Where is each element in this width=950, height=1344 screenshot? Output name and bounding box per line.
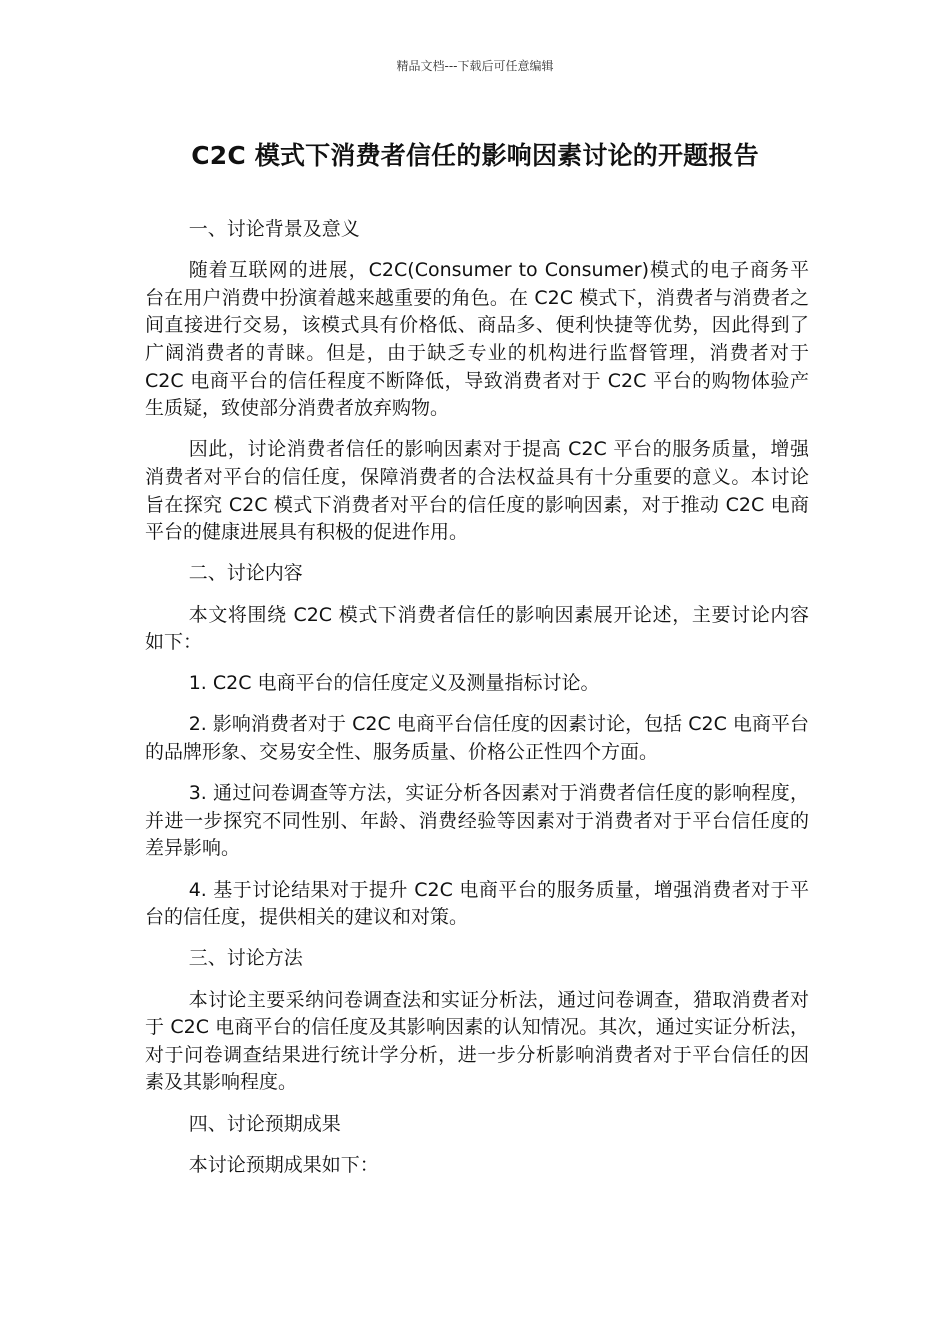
- header-note: 精品文档---下载后可任意编辑: [396, 59, 554, 73]
- section-heading-methods: 三、讨论方法: [188, 947, 303, 970]
- paragraph-content-intro: 本文将围绕 C2C 模式下消费者信任的影响因素展开论述，主要讨论内容如下：: [145, 603, 809, 654]
- paragraph-outcomes-intro: 本讨论预期成果如下：: [188, 1153, 379, 1176]
- document-body: [145, 216, 809, 1193]
- section-heading-background: 一、讨论背景及意义: [188, 218, 360, 240]
- list-item-content-3: 3. 通过问卷调查等方法，实证分析各因素对于消费者信任度的影响程度，并进一步探究不同性别、年龄、消费经验等因素对于消费者对于平台信任度的差异影响。: [145, 782, 809, 860]
- section-heading-outcomes: 四、讨论预期成果: [188, 1112, 341, 1135]
- list-item-content-2: 2. 影响消费者对于 C2C 电商平台信任度的因素讨论，包括 C2C 电商平台的品牌形象、交易安全性、服务质量、价格公正性四个方面。: [145, 713, 809, 764]
- paragraph-background-1: 随着互联网的进展，C2C(Consumer to Consumer)模式的电子商务平台在用户消费中扮演着越来越重要的角色。在 C2C 模式下，消费者与消费者之间直接进行交易，该模式具有价格低、商品多、便利快捷等优势，因此得到了广阔消费者的青睐。但是，由于缺乏专业的机构进行监督管理，消费者对于 C2C 电商平台的信任程度不断降低，导致消费者对于 C2C 平台的购物体验产生质疑，致使部分消费者放弃购物。: [145, 259, 809, 420]
- document-title: C2C 模式下消费者信任的影响因素讨论的开题报告: [191, 141, 759, 170]
- list-item-content-4: 4. 基于讨论结果对于提升 C2C 电商平台的服务质量，增强消费者对于平台的信任度，提供相关的建议和对策。: [145, 878, 809, 929]
- list-item-content-1: 1. C2C 电商平台的信任度定义及测量指标讨论。: [188, 672, 600, 695]
- section-heading-content: 二、讨论内容: [188, 562, 303, 585]
- paragraph-background-2: 因此，讨论消费者信任的影响因素对于提高 C2C 平台的服务质量，增强消费者对平台的信任度，保障消费者的合法权益具有十分重要的意义。本讨论旨在探究 C2C 模式下消费者对平台的信任度的影响因素，对于推动 C2C 电商平台的健康进展具有积极的促进作用。: [145, 438, 809, 544]
- paragraph-methods: 本讨论主要采纳问卷调查法和实证分析法，通过问卷调查，猎取消费者对于 C2C 电商平台的信任度及其影响因素的认知情况。其次，通过实证分析法，对于问卷调查结果进行统计学分析，进一步分析影响消费者对于平台信任的因素及其影响程度。: [145, 988, 809, 1094]
